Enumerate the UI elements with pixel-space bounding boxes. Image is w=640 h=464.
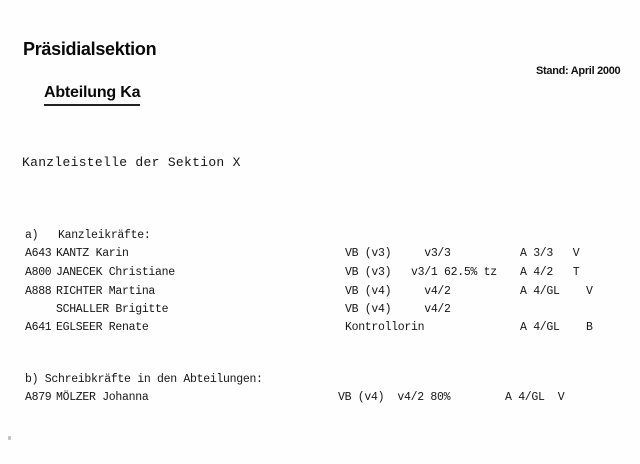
office-heading: Kanzleistelle der Sektion X	[22, 155, 241, 170]
table-row	[0, 247, 640, 262]
employee-name: EGLSEER Renate	[56, 321, 149, 334]
employee-name: RICHTER Martina	[56, 285, 156, 298]
employee-id: A879	[25, 391, 52, 404]
employee-id: A643	[25, 247, 52, 260]
date-stamp: Stand: April 2000	[536, 65, 621, 77]
table-row	[0, 266, 640, 281]
employee-name: SCHALLER Brigitte	[56, 303, 169, 316]
employee-id: A800	[25, 266, 52, 279]
classification: A 4/GL V	[520, 285, 593, 298]
scan-artifact-speck	[8, 436, 11, 440]
table-row	[0, 321, 640, 336]
employee-name: MÖLZER Johanna	[56, 391, 149, 404]
section-a-label-row	[0, 229, 640, 244]
employee-id: A888	[25, 285, 52, 298]
contract-grade: VB (v4) v4/2	[345, 285, 451, 298]
classification: A 3/3 V	[520, 247, 580, 260]
classification: A 4/2 T	[520, 266, 580, 279]
employee-id: A641	[25, 321, 52, 334]
table-row	[0, 391, 640, 406]
contract-grade: VB (v3) v3/1 62.5% tz	[345, 266, 497, 279]
employee-name: KANTZ Karin	[56, 247, 129, 260]
table-row	[0, 303, 640, 318]
document-title: Präsidialsektion	[23, 39, 157, 59]
section-a-label: a) Kanzleikräfte:	[25, 229, 151, 242]
table-row	[0, 285, 640, 300]
contract-grade: VB (v4) v4/2 80%	[338, 391, 451, 404]
section-b-label-row	[0, 373, 640, 388]
classification: A 4/GL V	[505, 391, 565, 404]
section-b-label: b) Schreibkräfte in den Abteilungen:	[25, 373, 263, 386]
department-subtitle: Abteilung Ka	[44, 84, 140, 106]
job-title: Kontrollorin	[345, 321, 425, 334]
classification: A 4/GL B	[520, 321, 593, 334]
contract-grade: VB (v4) v4/2	[345, 303, 451, 316]
employee-name: JANECEK Christiane	[56, 266, 175, 279]
contract-grade: VB (v3) v3/3	[345, 247, 451, 260]
